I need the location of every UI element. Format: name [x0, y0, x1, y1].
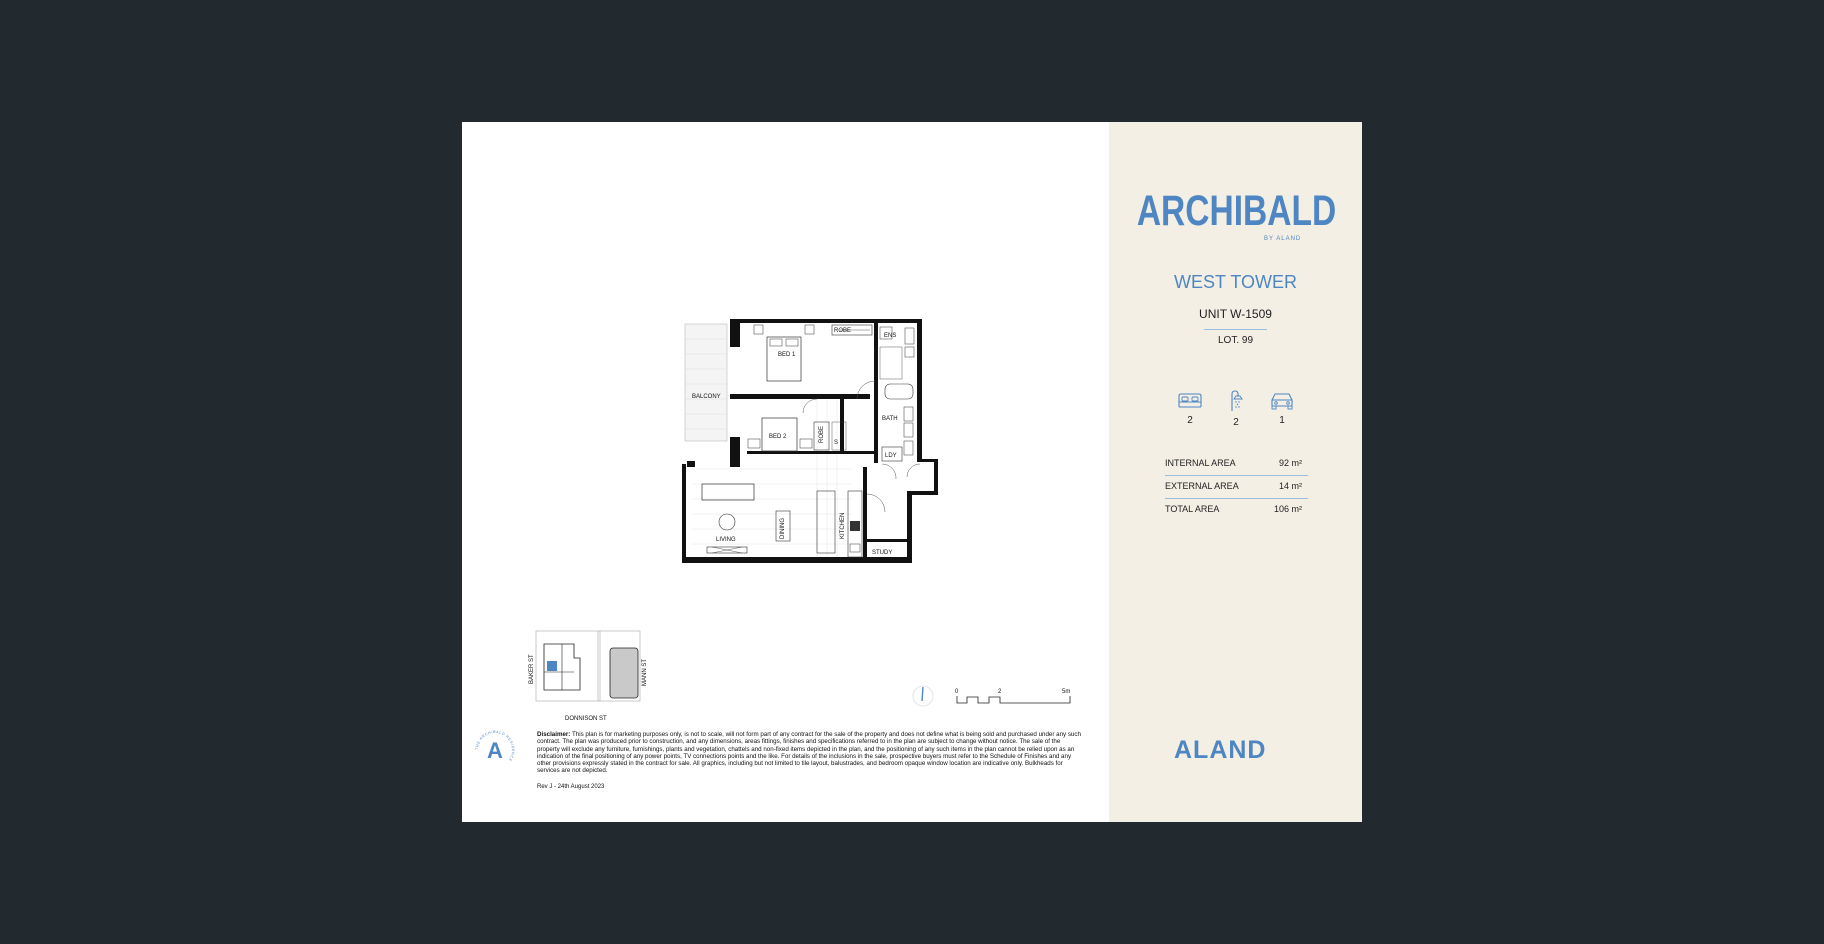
- area-row-external: [1165, 475, 1308, 499]
- residence-seal-logo: [472, 727, 518, 773]
- area-row-internal: [1165, 452, 1308, 476]
- label-robe1: ROBE: [834, 328, 852, 334]
- aland-logo-text: ALAND: [1174, 736, 1267, 764]
- seal-ring-text: THE ARCHIBALD RESIDENCE: [474, 729, 516, 763]
- tower-name: WEST TOWER: [1173, 272, 1297, 292]
- area-value: 92 m²: [1278, 458, 1302, 468]
- label-ens: ENS: [884, 333, 897, 339]
- floor-plan: [682, 319, 942, 574]
- area-label: INTERNAL AREA: [1165, 458, 1236, 468]
- disclaimer: [537, 731, 1082, 775]
- lot-divider: [1204, 329, 1267, 330]
- area-value: 106 m²: [1273, 504, 1302, 514]
- unit-number: UNIT W-1509: [1199, 307, 1272, 321]
- feature-carparks: [1267, 390, 1297, 426]
- area-label: EXTERNAL AREA: [1165, 481, 1239, 491]
- archibald-logo: [1109, 187, 1362, 242]
- revision-note: Rev J - 24th August 2023: [537, 784, 605, 790]
- feature-bedrooms: [1175, 390, 1205, 426]
- area-row-total: [1165, 498, 1308, 521]
- unit-info-panel: [1109, 122, 1362, 822]
- label-balcony: BALCONY: [692, 394, 721, 400]
- aland-logo: [1174, 736, 1314, 764]
- scale-label-0: 0: [955, 689, 959, 695]
- label-living: LIVING: [716, 537, 736, 543]
- keyplan-street-right: MANN ST: [642, 659, 648, 686]
- north-arrow-icon: [911, 684, 935, 708]
- seal-letter: A: [487, 738, 503, 763]
- label-kitchen: KITCHEN: [840, 512, 846, 539]
- label-bed1: BED 1: [778, 352, 796, 358]
- bathroom-count: 2: [1233, 417, 1239, 428]
- label-s: S: [834, 440, 839, 446]
- bed-icon: [1177, 390, 1203, 410]
- area-label: TOTAL AREA: [1165, 504, 1220, 514]
- label-robe2: ROBE: [819, 425, 825, 443]
- brand-title: ARCHIBALD: [1136, 187, 1337, 235]
- label-ldy: LDY: [885, 453, 897, 459]
- scale-label-5: 5m: [1062, 689, 1071, 695]
- floorplan-sheet: [462, 122, 1362, 822]
- disclaimer-heading: Disclaimer:: [537, 731, 571, 738]
- key-plan: [524, 630, 648, 726]
- label-bath: BATH: [882, 416, 898, 422]
- keyplan-street-bottom: DONNISON ST: [565, 716, 607, 722]
- car-icon: [1269, 390, 1295, 410]
- bedroom-count: 2: [1187, 415, 1193, 426]
- brand-subtitle: BY ALAND: [1264, 236, 1302, 242]
- keyplan-street-left: BAKER ST: [529, 654, 535, 684]
- scale-label-2: 2: [998, 689, 1002, 695]
- lot-number: LOT. 99: [1217, 335, 1254, 346]
- carpark-count: 1: [1279, 415, 1285, 426]
- area-value: 14 m²: [1278, 481, 1302, 491]
- feature-bathrooms: [1221, 390, 1251, 428]
- scale-bar: [952, 686, 1082, 708]
- shower-icon: [1226, 390, 1246, 412]
- label-dining: DINING: [780, 518, 786, 539]
- label-study: STUDY: [872, 550, 893, 556]
- disclaimer-body: This plan is for marketing purposes only, is not to scale, will not form part of any contract for the sale of the property and does not define what is being sold and purchased under any such contract. The plan was produced prior to construction, and any dimensions, areas fittings, finishes and specifications referred to in the plan are subject to change without notice. The sale of the property will exclude any furniture, furnishings, plants and vegetation, chattels and non-fixed items depicted in the plan, and the positioning of any such items in the plan cannot be relied upon as an indication of the final positioning of any power points, TV connections points and the like. For details of the inclusions in the sale, prospective buyers must refer to the Schedule of Finishes and any other provisions expressly stated in the contract for sale. All graphics, including but not limited to tile layout, balustrades, and bedroom opaque window location are indicative only. Bulkheads for services are not depicted.: [537, 731, 1081, 775]
- label-bed2: BED 2: [769, 434, 787, 440]
